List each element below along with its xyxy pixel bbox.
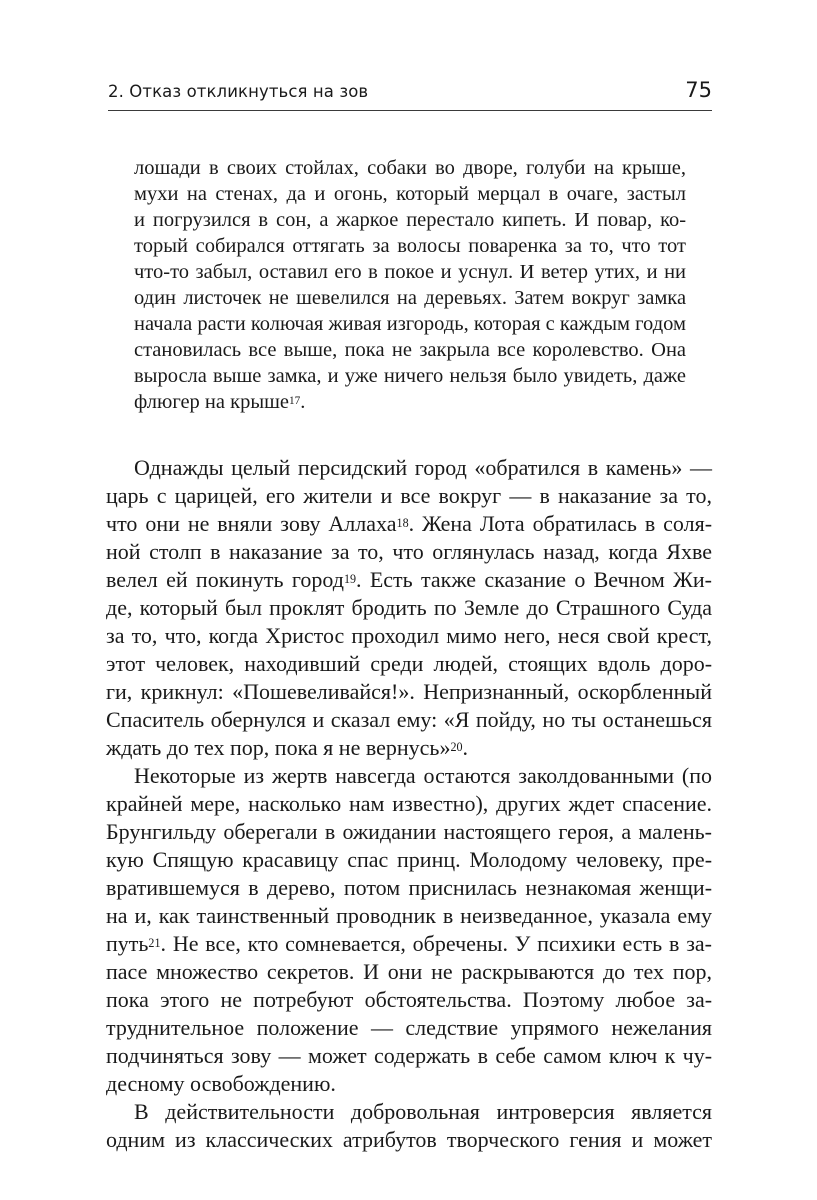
extract-line: мухи на стенах, да и огонь, который мерцал в очаге, застыл: [134, 183, 686, 205]
paragraph-line: на и, как таинственный проводник в неизведанное, указала ему: [106, 903, 713, 928]
extract-line: один листочек не шевелился на деревьях. Затем вокруг замка: [134, 287, 687, 309]
paragraph-line: Некоторые из жертв навсегда остаются заколдованными (по: [134, 763, 712, 788]
paragraph-line: пасе множество секретов. И они не раскрываются до тех пор,: [106, 959, 713, 984]
paragraph-line: одним из классических атрибутов творческого гения и может: [106, 1127, 712, 1152]
extract-line: что-то забыл, оставил его в покое и уснул. И ветер утих, и ни: [134, 261, 687, 283]
paragraph-line: де, который был проклят бродить по Земле до Страшного Суда: [106, 595, 713, 620]
paragraph-line: кую Спящую красавицу спас принц. Молодому человеку, пре-: [106, 847, 713, 872]
paragraph-line: царь с царицей, его жители и все вокруг — в наказание за то,: [106, 483, 712, 508]
paragraph-line: труднительное положение — следствие упрямого нежелания: [106, 1015, 712, 1040]
paragraph-line: Брунгильду оберегали в ожидании настоящего героя, а малень-: [106, 819, 712, 844]
paragraph-line: подчиняться зову — может содержать в себе самом ключ к чу-: [106, 1043, 713, 1068]
chapter-title: 2. Отказ откликнуться на зов: [108, 82, 369, 101]
paragraph-line: ждать до тех пор, пока я не вернусь» $^{20}$ .: [106, 735, 469, 760]
paragraph-line: что они не вняли зову Аллаха $^{18}$ . Жена Лота обратилась в соля-: [106, 511, 713, 536]
extract-line: становилась все выше, пока не закрыла все королевство. Она: [134, 339, 687, 361]
paragraph-line: десному освобождению.: [106, 1071, 336, 1096]
extract-line: флюгер на крыше $^{17}$ .: [134, 391, 306, 413]
extract-line: лошади в своих стойлах, собаки во дворе, голуби на крыше,: [134, 157, 686, 179]
paragraph-line: этот человек, находивший среди людей, стоящих вдоль доро-: [106, 651, 713, 676]
paragraph-line: ной столп в наказание за то, что оглянулась назад, когда Яхве: [106, 539, 712, 564]
paragraph-line: путь $^{21}$ . Не все, кто сомневается, обречены. У психики есть в за-: [106, 931, 712, 956]
paragraph-line: вратившемуся в дерево, потом приснилась незнакомая женщи-: [106, 875, 713, 900]
paragraph-line: пока этого не потребуют обстоятельства. Поэтому любое за-: [106, 987, 713, 1012]
extract-line: и погрузился в сон, а жаркое перестало кипеть. И повар, ко-: [134, 209, 687, 231]
paragraph-line: В действительности добровольная интроверсия является: [134, 1099, 713, 1124]
paragraph-line: Однажды целый персидский город «обратился в камень» —: [134, 455, 712, 480]
header-divider: [108, 110, 712, 111]
page-number: 75: [685, 78, 712, 102]
paragraph-line: за то, что, когда Христос проходил мимо него, неся свой крест,: [106, 623, 712, 648]
paragraph-line: велел ей покинуть город $^{19}$ . Есть также сказание о Вечном Жи-: [106, 567, 712, 592]
extract-line: выросла выше замка, и уже ничего нельзя было увидеть, даже: [134, 365, 687, 387]
paragraph-line: крайней мере, насколько нам известно), других ждет спасение.: [106, 791, 713, 816]
extract-line: начала расти колючая живая изгородь, которая с каждым годом: [134, 313, 686, 335]
paragraph-line: ги, крикнул: «Пошевеливайся!». Непризнанный, оскорбленный: [106, 679, 712, 704]
header-bar: [108, 80, 712, 110]
paragraph-line: Спаситель обернулся и сказал ему: «Я пойду, но ты останешься: [106, 707, 712, 732]
extract-line: торый собирался оттягать за волосы поваренка за то, что тот: [134, 235, 686, 257]
